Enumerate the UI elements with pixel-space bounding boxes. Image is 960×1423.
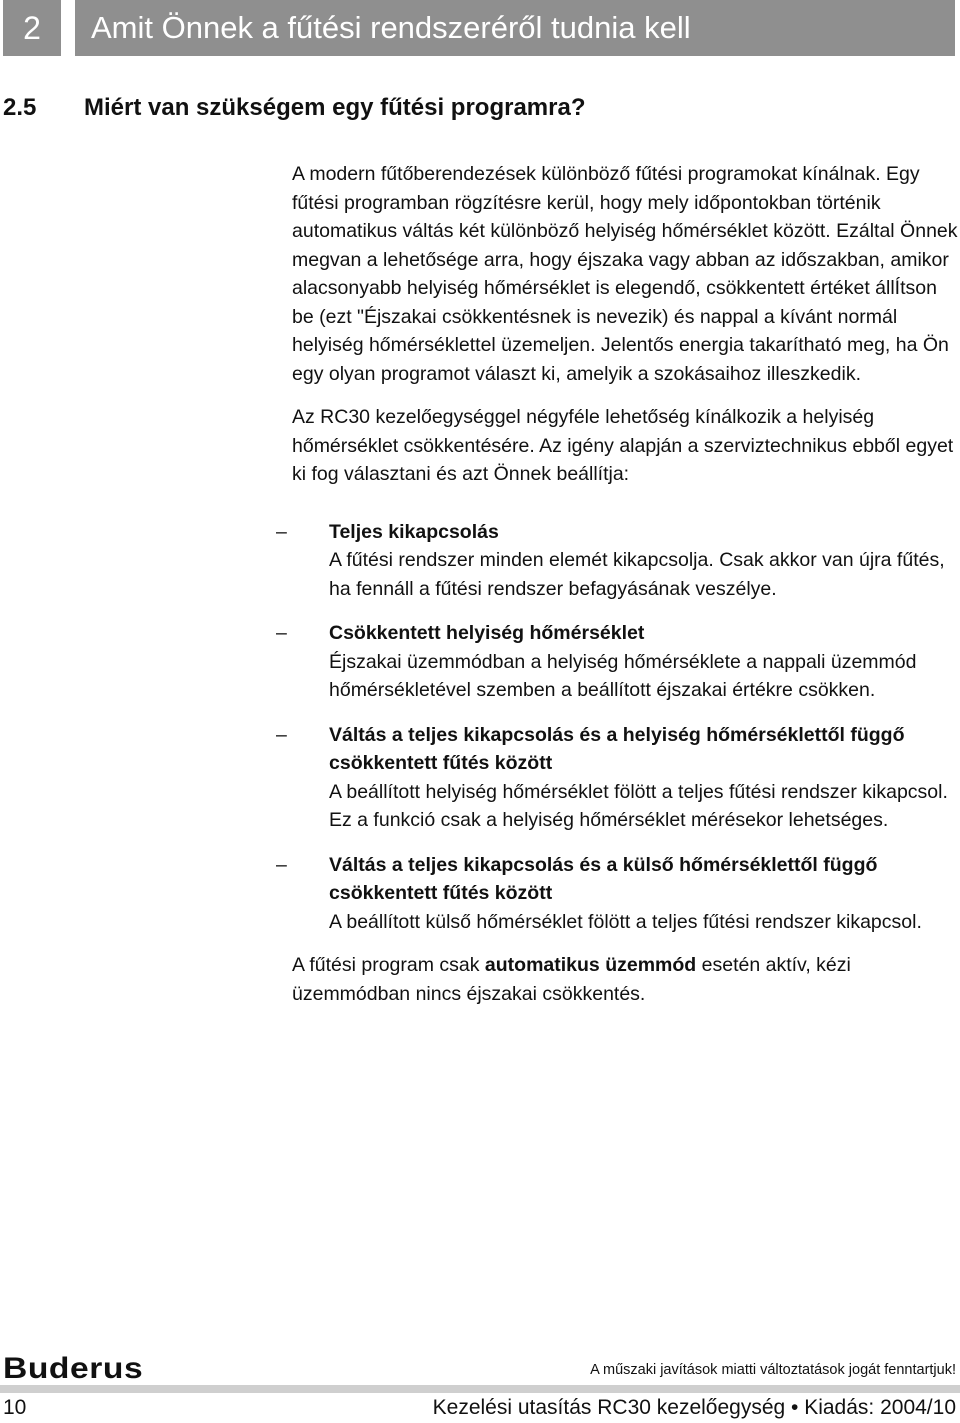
- options-intro-paragraph: Az RC30 kezelőegységgel négyféle lehetőség kínálkozik a helyiség hőmérséklet csökkentésére. Az igény alapján a szerviztechnikus ebből egyet ki fog választani és azt Önnek beállítja:: [292, 406, 954, 485]
- buderus-logo: Buderus: [3, 1352, 144, 1385]
- list-dash: –: [276, 520, 287, 543]
- closing-text-end: esetén aktív, kézi üzemmódban nincs éjszakai csökkentés.: [292, 954, 851, 1005]
- closing-emphasis: automatikus üzemmód: [484, 954, 697, 976]
- chapter-number-box: [3, 0, 61, 56]
- option-text: A beállított helyiség hőmérséklet fölött a teljes fűtési rendszer kikapcsol. Ez a funkció csak a helyiség hőmérséklet mérésekor lehetséges.: [329, 780, 948, 831]
- option-title: Csökkentett helyiség hőmérséklet: [329, 622, 645, 644]
- option-title: Teljes kikapcsolás: [329, 520, 499, 543]
- list-dash: –: [276, 723, 287, 746]
- closing-text-start: A fűtési program csak: [292, 954, 485, 976]
- list-dash: –: [276, 622, 287, 644]
- section-number: 2.5: [3, 94, 37, 121]
- chapter-title: Amit Önnek a fűtési rendszeréről tudnia kell: [91, 10, 691, 45]
- footer-document-title: Kezelési utasítás RC30 kezelőegység • Kiadás: 2004/10: [432, 1396, 956, 1419]
- options-list: [276, 518, 960, 937]
- intro-paragraph: A modern fűtőberendezések különböző fűtési programokat kínálnak. Egy fűtési programban rögzítésre kerül, hogy mely időpontokban történik automatikus váltás két különböző helyiség hőmérséklet között. Ezáltal Önnek megvan a lehetősége arra, hogy éjszaka vagy abban az időszakban, amikor alacsonyabb helyiség hőmérséklet is elegendő, csökkentett értéket állÍtson be (ezt "Éjszakai csökkentésnek is nevezik) és nappal a kívánt normál helyiség hőmérséklettel üzemeljen. Jelentős energia takarítható meg, ha Ön egy olyan programot választ ki, amelyik a szokásaihoz illeszkedik.: [292, 163, 958, 385]
- list-item: [276, 851, 960, 937]
- option-text: A beállított külső hőmérséklet fölött a teljes fűtési rendszer kikapcsol.: [329, 910, 922, 933]
- list-item: [276, 619, 960, 705]
- list-item: [276, 721, 960, 835]
- page-number: 10: [3, 1396, 27, 1419]
- footer-disclaimer: A műszaki javítások miatti változtatások jogát fenntartjuk!: [590, 1362, 956, 1378]
- chapter-title-bar: [75, 0, 955, 56]
- section-title: Miért van szükségem egy fűtési programra?: [84, 94, 586, 121]
- body-text: [276, 160, 960, 1008]
- option-title: Váltás a teljes kikapcsolás és a külső hőmérséklettől függő csökkentett fűtés között: [329, 853, 878, 904]
- option-text: Éjszakai üzemmódban a helyiség hőmérséklete a nappali üzemmód hőmérsékletével szemben a beállított éjszakai értékre csökken.: [329, 650, 917, 701]
- option-title: Váltás a teljes kikapcsolás és a helyiség hőmérséklettől függő csökkentett fűtés között: [329, 723, 905, 774]
- option-text: A fűtési rendszer minden elemét kikapcsolja. Csak akkor van újra fűtés, ha fennáll a fűtési rendszer befagyásának veszélye.: [329, 549, 945, 600]
- closing-paragraph: [292, 951, 960, 1008]
- footer-divider: [0, 1385, 960, 1393]
- list-dash: –: [276, 853, 287, 876]
- list-item: [276, 518, 960, 604]
- chapter-number: 2: [23, 9, 41, 46]
